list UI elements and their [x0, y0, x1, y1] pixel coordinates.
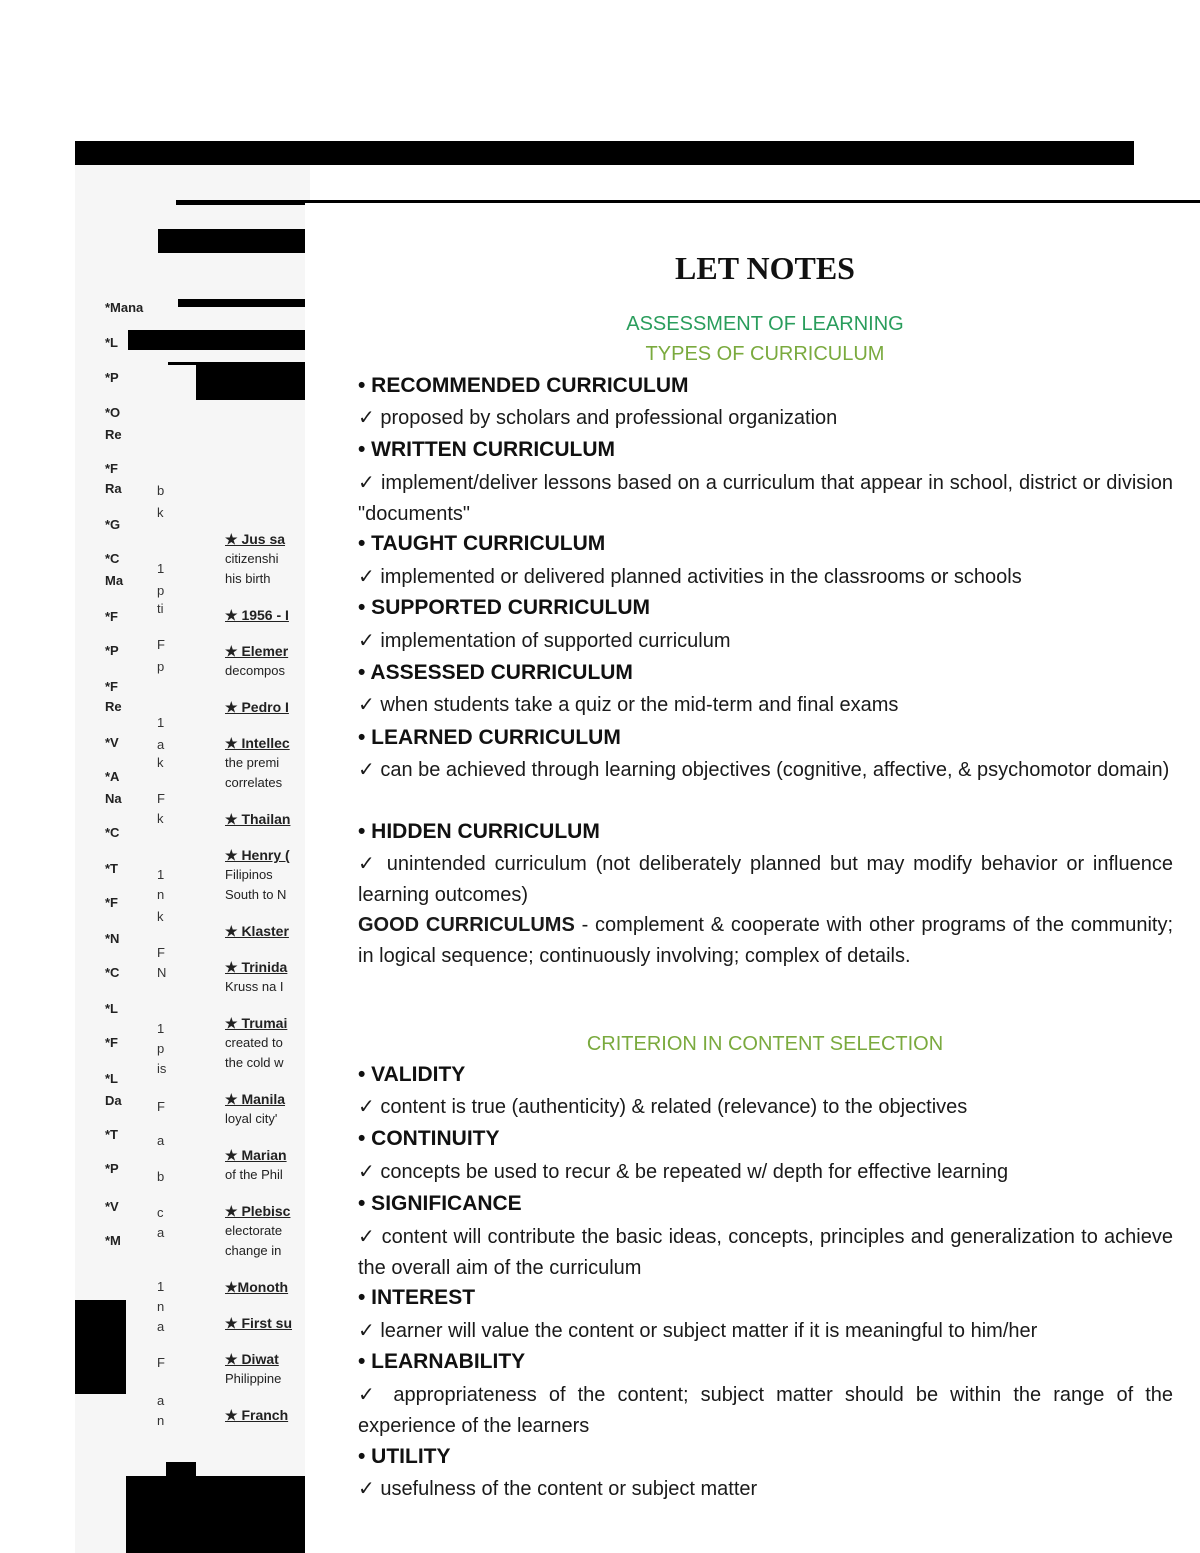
underlay-entry-text: change in [225, 1243, 282, 1258]
underlay-entry-title: ★ Trumai [225, 1015, 288, 1031]
item-description: ✓ can be achieved through learning objectives (cognitive, affective, & psychomotor domain) [358, 759, 1170, 781]
underlay-label: *F [105, 609, 118, 624]
underlay-fragment: k [157, 755, 164, 770]
underlay-label: *P [105, 1161, 119, 1176]
underlay-entry-text: Kruss na I [225, 979, 284, 994]
item-heading: • WRITTEN CURRICULUM [358, 438, 615, 461]
underlay-fragment: p [157, 659, 165, 674]
item-heading: • SUPPORTED CURRICULUM [358, 596, 651, 619]
underlay-fragment: 1 [157, 867, 165, 882]
underlay-fragment: 1 [157, 561, 165, 576]
item-heading: • UTILITY [358, 1445, 451, 1468]
section-heading-types: TYPES OF CURRICULUM [645, 343, 885, 365]
underlay-entry-text: of the Phil [225, 1167, 283, 1182]
item-description: ✓ implemented or delivered planned activities in the classrooms or schools [358, 566, 1022, 588]
underlay-entry-text: loyal city' [225, 1111, 278, 1126]
underlay-entry-title: ★Monoth [225, 1279, 289, 1295]
section-heading-criterion: CRITERION IN CONTENT SELECTION [586, 1033, 944, 1055]
redaction-bar-1 [176, 200, 306, 205]
item-heading: • SIGNIFICANCE [358, 1192, 522, 1215]
underlay-label: *P [105, 370, 119, 385]
underlay-entry [225, 1349, 281, 1389]
underlay-fragment: N [157, 965, 167, 980]
underlay-fragment: n [157, 1413, 165, 1428]
underlay-entry-text: decompos [225, 663, 285, 678]
underlay-fragment: F [157, 791, 165, 806]
underlay-label: Na [105, 791, 122, 806]
underlay-label: Ma [105, 573, 124, 588]
underlay-label: *N [105, 931, 120, 946]
underlay-fragment: k [157, 505, 164, 520]
underlay-fragment: p [157, 583, 165, 598]
underlay-label: *O [105, 405, 121, 420]
underlay-label: *M [105, 1233, 121, 1248]
underlay-entry-title: ★ Franch [225, 1407, 289, 1423]
underlay-entry-text: citizenshi [225, 551, 279, 566]
redaction-bar-top [75, 141, 1134, 165]
underlay-fragment: p [157, 1041, 165, 1056]
underlay-label: *V [105, 735, 119, 750]
underlay-fragment: a [157, 737, 165, 752]
underlay-entry-title: ★ Jus sa [225, 531, 286, 547]
page-title: LET NOTES [675, 250, 855, 286]
underlay-label: *L [105, 335, 118, 350]
item-description: ✓ unintended curriculum (not deliberately planned but may modify behavior or influence learning outcomes) [358, 853, 1173, 906]
item-description: ✓ implementation of supported curriculum [358, 630, 731, 652]
underlay-fragment: a [157, 1393, 165, 1408]
underlay-fragment: 1 [157, 715, 165, 730]
redaction-bar-4 [128, 330, 306, 350]
item-description: ✓ proposed by scholars and professional organization [358, 407, 838, 429]
redaction-bar-2 [158, 229, 306, 253]
underlay-fragment: ti [157, 601, 164, 616]
underlay-entry-text: his birth [225, 571, 271, 586]
item-heading: • ASSESSED CURRICULUM [358, 661, 633, 684]
underlay-fragment: a [157, 1225, 165, 1240]
underlay-label: *C [105, 825, 120, 840]
underlay-label: *F [105, 461, 118, 476]
underlay-label: *A [105, 769, 120, 784]
underlay-fragment: n [157, 1299, 165, 1314]
underlay-entry [225, 1013, 287, 1073]
underlay-entry-title: ★ Thailan [225, 811, 291, 827]
item-heading: • TAUGHT CURRICULUM [358, 532, 606, 555]
underlay-fragment: c [157, 1205, 164, 1220]
item-heading: • HIDDEN CURRICULUM [358, 820, 600, 843]
underlay-entry [225, 921, 289, 941]
underlay-entry [225, 641, 288, 681]
underlay-label: *T [105, 1127, 118, 1142]
underlay-entry [225, 1089, 285, 1129]
underlay-fragment: n [157, 887, 165, 902]
underlay-entry-title: ★ Henry ( [225, 847, 290, 863]
underlay-fragment: a [157, 1319, 165, 1334]
underlay-fragment: b [157, 1169, 165, 1184]
subject-heading: ASSESSMENT OF LEARNING [626, 313, 904, 335]
item-heading: • VALIDITY [358, 1063, 466, 1086]
underlay-entry-title: ★ Intellec [225, 735, 290, 751]
underlay-fragment: F [157, 945, 165, 960]
underlay-entry [225, 1313, 292, 1333]
underlay-entry [225, 957, 287, 997]
redaction-bar-6 [196, 364, 306, 400]
underlay-entry-title: ★ Marian [225, 1147, 287, 1163]
underlay-fragment: 1 [157, 1279, 165, 1294]
underlay-label: *C [105, 551, 120, 566]
underlay-entry-text: the premi [225, 755, 280, 770]
underlay-entry-title: ★ Manila [225, 1091, 286, 1107]
item-heading: • LEARNABILITY [358, 1350, 526, 1373]
item-heading: • INTEREST [358, 1286, 476, 1309]
underlay-entry [225, 1145, 287, 1185]
underlay-entry-text: the cold w [225, 1055, 284, 1070]
underlay-label: *V [105, 1199, 119, 1214]
item-description: ✓ content is true (authenticity) & related (relevance) to the objectives [358, 1096, 968, 1118]
item-heading: • RECOMMENDED CURRICULUM [358, 374, 689, 397]
underlay-label: *F [105, 1035, 118, 1050]
item-description: ✓ usefulness of the content or subject matter [358, 1478, 758, 1500]
underlay-fragment: a [157, 1133, 165, 1148]
underlay-entry-title: ★ 1956 - I [225, 607, 289, 623]
underlay-entry-text: South to N [225, 887, 287, 902]
underlay-entry [225, 697, 289, 717]
underlay-label: Da [105, 1093, 122, 1108]
underlay-fragment: F [157, 637, 165, 652]
underlay-entry-text: correlates [225, 775, 283, 790]
underlay-fragment: k [157, 909, 164, 924]
item-description: ✓ when students take a quiz or the mid-term and final exams [358, 694, 899, 716]
underlay-label: Re [105, 699, 122, 714]
underlay-label: *F [105, 679, 118, 694]
underlay-label: *G [105, 517, 121, 532]
item-description: ✓ appropriateness of the content; subject matter should be within the range of the experience of the learners [358, 1384, 1173, 1437]
underlay-label: Ra [105, 481, 122, 496]
redaction-block-bottom [126, 1476, 306, 1553]
underlay-entry-text: electorate [225, 1223, 283, 1238]
underlay-entry-text: created to [225, 1035, 283, 1050]
underlay-label: *L [105, 1071, 118, 1086]
underlay-entry-title: ★ First su [225, 1315, 293, 1331]
underlay-label: *L [105, 1001, 118, 1016]
underlay-entry [225, 733, 290, 793]
underlay-fragment: F [157, 1099, 165, 1114]
page-top-rule [305, 200, 1200, 203]
note-text: - complement & cooperate with other programs of the community; in logical sequence; continuously involving; complex of details. [358, 914, 1174, 967]
note-label: GOOD CURRICULUMS [358, 914, 575, 936]
underlay-entry-title: ★ Elemer [225, 643, 289, 659]
underlay-fragment: 1 [157, 1021, 165, 1036]
underlay-entry-text: Filipinos [225, 867, 273, 882]
underlay-entry-title: ★ Trinida [225, 959, 288, 975]
item-description: ✓ implement/deliver lessons based on a curriculum that appear in school, district or division "documents" [358, 472, 1173, 525]
underlay-entry-text: Philippine [225, 1371, 282, 1386]
item-description: ✓ concepts be used to recur & be repeated w/ depth for effective learning [358, 1161, 1009, 1183]
underlay-entry-title: ★ Pedro I [225, 699, 289, 715]
underlay-fragment: b [157, 483, 165, 498]
underlay-label: *F [105, 895, 118, 910]
underlay-entry [225, 809, 290, 829]
item-heading: • CONTINUITY [358, 1127, 500, 1150]
good-curriculums-note [358, 910, 1173, 972]
underlay-label: *T [105, 861, 118, 876]
underlay-label: Re [105, 427, 122, 442]
underlay-fragment: F [157, 1355, 165, 1370]
underlay-entry-title: ★ Plebisc [225, 1203, 291, 1219]
underlay-fragment: k [157, 811, 164, 826]
underlay-entry [225, 605, 289, 625]
item-heading: • LEARNED CURRICULUM [358, 726, 621, 749]
underlay-entry-title: ★ Klaster [225, 923, 289, 939]
underlay-fragment: is [157, 1061, 167, 1076]
underlay-label: *C [105, 965, 120, 980]
item-description: ✓ content will contribute the basic ideas, concepts, principles and generalization to achieve the overall aim of the curriculum [358, 1226, 1173, 1279]
redaction-bar-3 [178, 299, 306, 307]
item-description: ✓ learner will value the content or subject matter if it is meaningful to him/her [358, 1320, 1038, 1342]
redaction-block-left [75, 1300, 126, 1394]
underlay-entry [225, 1277, 288, 1297]
underlay-entry [225, 1201, 290, 1261]
underlay-entry [225, 1405, 288, 1425]
underlay-label: *P [105, 643, 119, 658]
underlay-label: *Mana [105, 300, 144, 315]
underlay-entry-title: ★ Diwat [225, 1351, 279, 1367]
underlay-entry [225, 845, 290, 905]
underlay-entry [225, 529, 285, 589]
